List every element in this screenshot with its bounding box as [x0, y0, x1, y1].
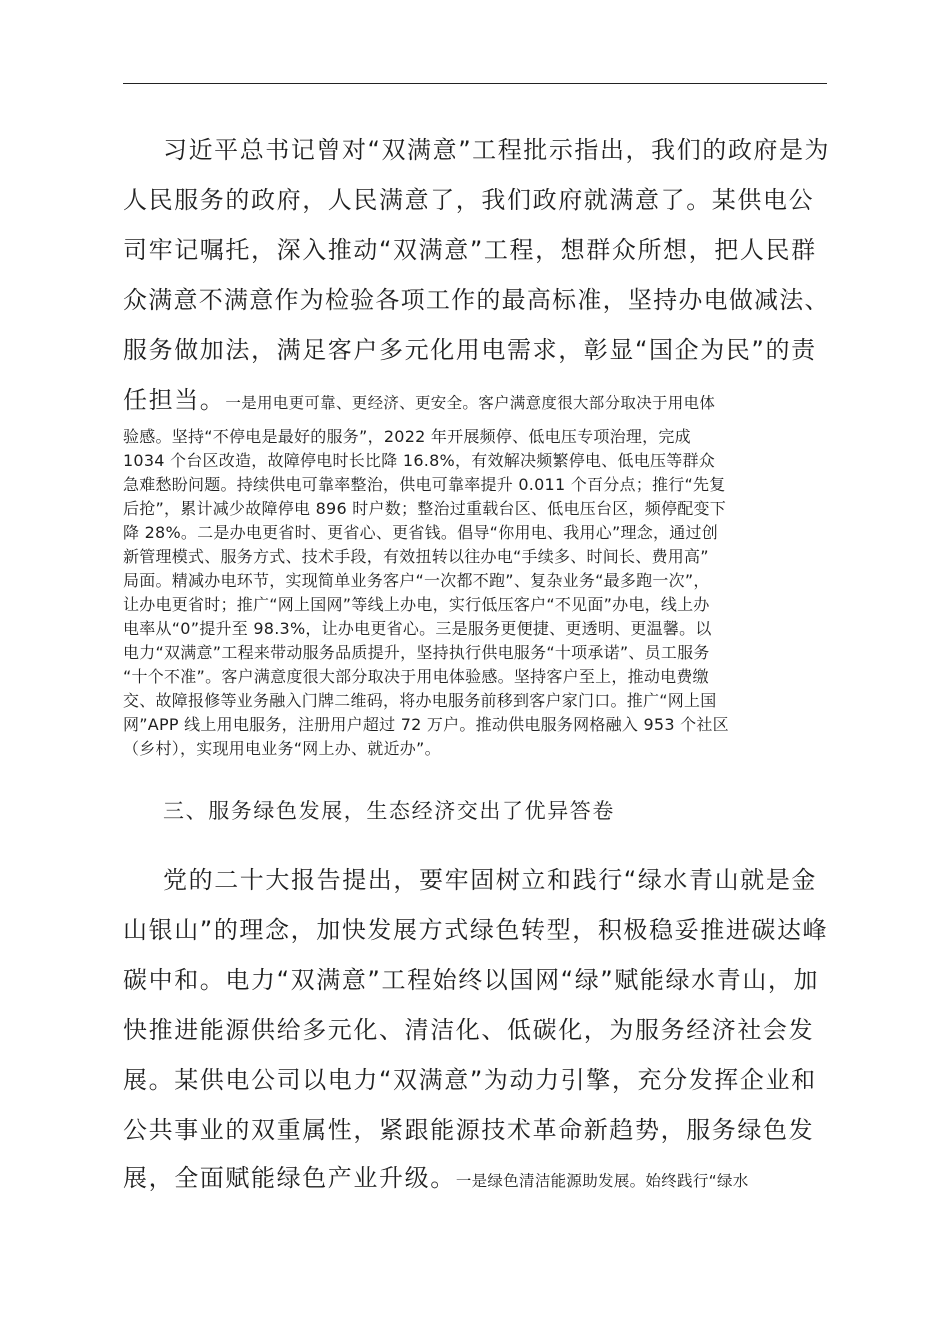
small-text-line: （乡村），实现用电业务“网上办、就近办”。 [123, 739, 441, 758]
paragraph-1-line: 服务做加法，满足客户多元化用电需求，彰显“国企为民”的责 [123, 336, 817, 364]
small-text-line: 1034 个台区改造，故障停电时长比降 16.8%，有效解决频繁停电、低电压等群众 [123, 451, 715, 470]
paragraph-1-mixed-line [123, 385, 715, 418]
small-text-line: 降 28%。二是办电更省时、更省心、更省钱。倡导“你用电、我用心”理念，通过创 [123, 523, 718, 542]
small-text-line: 让办电更省时；推广“网上国网”等线上办电，实行低压客户“不见面”办电，线上办 [123, 595, 710, 614]
paragraph-1-small-start: 一是用电更可靠、更经济、更安全。客户满意度很大部分取决于用电体 [225, 394, 716, 412]
small-text-line: 电力“双满意”工程来带动服务品质提升，坚持执行供电服务“十项承诺”、员工服务 [123, 643, 710, 662]
paragraph-2-line: 党的二十大报告提出，要牢固树立和践行“绿水青山就是金 [163, 866, 818, 894]
paragraph-1-end: 任担当。 [123, 386, 226, 414]
small-text-line: 局面。精减办电环节，实现简单业务客户“一次都不跑”、复杂业务“最多跑一次”， [123, 571, 710, 590]
paragraph-1-line: 司牢记嘱托，深入推动“双满意”工程，想群众所想，把人民群 [123, 236, 817, 264]
paragraph-2-small-start: 一是绿色清洁能源助发展。始终践行“绿水 [455, 1172, 749, 1190]
paragraph-1-line: 习近平总书记曾对“双满意”工程批示指出，我们的政府是为 [163, 136, 831, 164]
section-heading: 三、服务绿色发展，生态经济交出了优异答卷 [163, 799, 615, 823]
paragraph-2-line: 公共事业的双重属性，紧跟能源技术革命新趋势，服务绿色发 [123, 1116, 815, 1144]
paragraph-2-line: 山银山”的理念，加快发展方式绿色转型，积极稳妥推进碳达峰 [123, 916, 829, 944]
paragraph-1-line: 人民服务的政府，人民满意了，我们政府就满意了。某供电公 [123, 186, 815, 214]
small-text-line: 交、故障报修等业务融入门牌二维码，将办电服务前移到客户家门口。推广“网上国 [123, 691, 717, 710]
paragraph-2-mixed-line [123, 1163, 749, 1196]
paragraph-1-line: 众满意不满意作为检验各项工作的最高标准，坚持办电做减法、 [123, 286, 830, 314]
small-text-line: 急难愁盼问题。持续供电可靠率整治，供电可靠率提升 0.011 个百分点；推行“先复 [123, 475, 726, 494]
small-text-line: 验感。坚持“不停电是最好的服务”，2022 年开展频停、低电压专项治理，完成 [123, 427, 691, 446]
paragraph-2-end: 展，全面赋能绿色产业升级。 [123, 1164, 456, 1192]
header-rule [123, 83, 827, 84]
small-text-line: 新管理模式、服务方式、技术手段，有效扭转以往办电“手续多、时间长、费用高” [123, 547, 709, 566]
small-text-line: “十个不准”。客户满意度很大部分取决于用电体验感。坚持客户至上，推动电费缴 [123, 667, 709, 686]
small-text-line: 网”APP 线上用电服务，注册用户超过 72 万户。推动供电服务网格融入 953 个社区 [123, 715, 729, 734]
small-text-line: 电率从“0”提升至 98.3%，让办电更省心。三是服务更便捷、更透明、更温馨。以 [123, 619, 712, 638]
paragraph-2-line: 快推进能源供给多元化、清洁化、低碳化，为服务经济社会发 [123, 1016, 815, 1044]
paragraph-2-line: 展。某供电公司以电力“双满意”为动力引擎，充分发挥企业和 [123, 1066, 817, 1094]
paragraph-2-line: 碳中和。电力“双满意”工程始终以国网“绿”赋能绿水青山，加 [123, 966, 820, 994]
small-text-line: 后抢”，累计减少故障停电 896 时户数；整治过重载台区、低电压台区，频停配变下 [123, 499, 727, 518]
